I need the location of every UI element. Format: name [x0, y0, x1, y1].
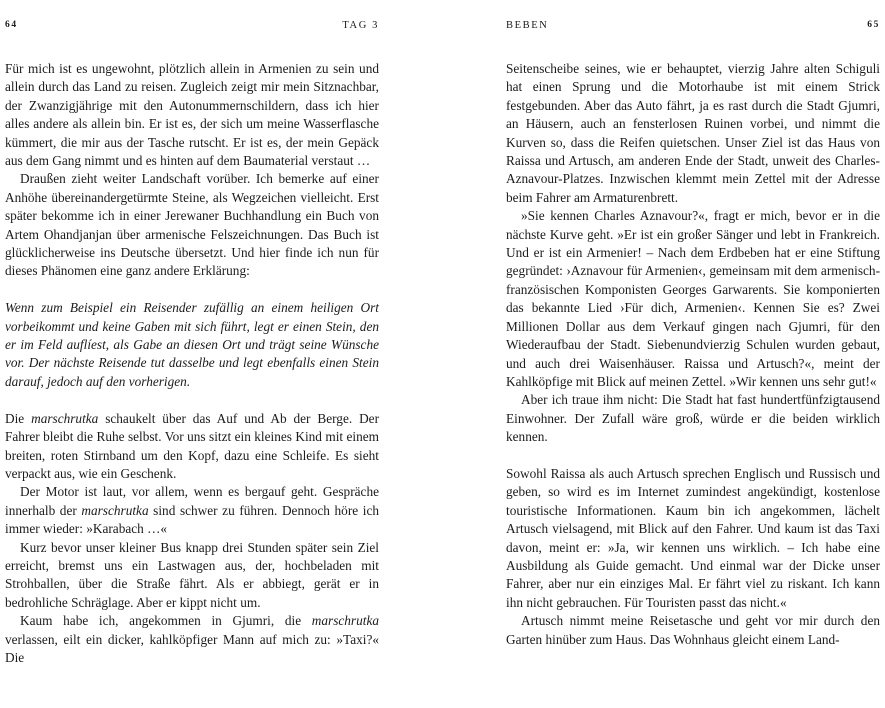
right-page-header [506, 20, 880, 36]
right-page [506, 0, 880, 708]
right-page-body [506, 60, 880, 649]
left-page-header [5, 20, 379, 36]
paragraph: Draußen zieht weiter Landschaft vorüber. Ich bemerke auf einer Anhöhe übereinandergetürmte Steine, als Wegzeichen vielleicht. Erst später bekomme ich in einer Jerewaner Buchhandlung ein Buch von Artem Ohandjanjan über armenische Felszeichnungen. Das Buch ist glücklicherweise ins Deutsche übersetzt. Und hier finde ich nun für dieses Phänomen eine ganz andere Erklärung: [5, 171, 379, 279]
quotation-paragraph: Wenn zum Beispiel ein Reisender zufällig an einem heiligen Ort vorbeikommt und keine Gaben mit sich führt, legt er einen Stein, den er im Feld auflíest, als Gabe an diesen Ort und trägt seine Wünsche vor. Der nächste Reisende tut dasselbe und legt ebenfalls einen Stein darauf, jedoch auf den vorherigen. [5, 300, 379, 389]
paragraph: Artusch nimmt meine Reisetasche und geht vor mir durch den Garten hinüber zum Haus. Das Wohnhaus gleicht einem Land- [506, 613, 880, 647]
running-head: BEBEN [506, 20, 549, 31]
left-page-body [5, 60, 379, 667]
left-page [5, 0, 379, 708]
paragraph: Die marschrutka schaukelt über das Auf und Ab der Berge. Der Fahrer bleibt die Ruhe selbst. Vor uns sitzt ein kleines Kind mit einem breiten, roten Stirnband um den Kopf, dazu eine Schleife. Es sieht verpackt aus, wie ein Geschenk. [5, 410, 379, 481]
paragraph: Seitenscheibe seines, wie er behauptet, vierzig Jahre alten Schiguli hat einen Sprung und die Motorhaube ist mit einem Strick festgebunden. Aber das Auto fährt, ja es rast durch die Stadt Gjumri, an Häusern, auch an fensterlosen Ruinen vorbei, und nimmt die Kurven so, dass die Reifen quietschen. Unser Ziel ist das Haus von Raissa und Artusch, am anderen Ende der Stadt, unweit des Charles-Aznavour-Platzes. Inzwischen klemmt mein Zettel mit der Adresse beim Fahrer am Armaturenbrett. [506, 61, 880, 205]
term-marschrutka: marschrutka [311, 613, 379, 629]
paragraph: Kurz bevor unser kleiner Bus knapp drei Stunden später sein Ziel erreicht, bremst uns ein Lastwagen aus, der, hochbeladen mit Strohballen, über die Straße fährt. Als er abbiegt, gerät er in bedrohliche Schräglage. Aber er kippt nicht um. [5, 539, 379, 610]
page-number: 65 [867, 20, 880, 30]
paragraph: »Sie kennen Charles Aznavour?«, fragt er mich, bevor er in die nächste Kurve geht. »Er ist ein großer Sänger und lebt in Frankreich. Und er ist ein Armenier! – Nach dem Erdbeben hat er eine Stiftung gegründet: ›Aznavour für Armenien‹, gemeinsam mit dem armenisch-französischen Komponisten Georges Garwarents. Sie komponierten das bekannte Lied ›Für dich, Armenien‹. Kennen Sie es? Zwei Millionen Dollar aus dem Verkauf gingen nach Gjumri, für den Wiederaufbau der Stadt. Siebenundvierzig Schulen wurden gebaut, und auch drei Waisenhäuser. Raissa und Artusch?«, meint der Kahlköpfige mit Blick auf meinen Zettel. »Wir kennen uns sehr gut!« [506, 208, 880, 389]
paragraph: Der Motor ist laut, vor allem, wenn es bergauf geht. Gespräche innerhalb der marschrutka sind schwer zu führen. Dennoch höre ich immer wieder: »Karabach …« [5, 484, 379, 537]
paragraph: Für mich ist es ungewohnt, plötzlich allein in Armenien zu sein und allein durch das Land zu reisen. Zugleich zeigt mir mein Sitznachbar, der Zwanzigjährige mit den Autonummernschildern, dass ich hier alles andere als allein bin. Er ist es, der sich um meine Wasserflasche kümmert, die mir aus der Tasche rutscht. Er ist es, der mein Gepäck aus dem Gang nimmt und es hinten auf dem Baumaterial verstaut … [5, 61, 379, 169]
running-head: TAG 3 [342, 20, 379, 31]
paragraph: Sowohl Raissa als auch Artusch sprechen Englisch und Russisch und geben, so wird es im Internet zumindest angekündigt, kostenlose touristische Informationen. Kaum bin ich angekommen, lächelt Artusch vielsagend, mit Blick auf den Fahrer. Und kaum ist das Taxi davon, meint er: »Ja, wir kennen uns wirklich. – Ich habe eine Ausbildung als Guide gemacht. Und einmal war der Dicke unser Fahrer, aber nur ein einziges Mal. Er fährt viel zu riskant. Ich kann ihn nicht gebrauchen. Für Touristen passt das nicht.« [506, 465, 880, 610]
term-marschrutka: marschrutka [81, 502, 149, 518]
term-marschrutka: marschrutka [31, 410, 99, 426]
paragraph: Kaum habe ich, angekommen in Gjumri, die marschrutka verlassen, eilt ein dicker, kahlköpfiger Mann auf mich zu: »Taxi?« Die [5, 613, 379, 665]
paragraph: Aber ich traue ihm nicht: Die Stadt hat fast hundertfünfzigtausend Einwohner. Der Zufall wäre groß, würde er die beiden wirklich kennen. [506, 392, 880, 445]
page-number: 64 [5, 20, 18, 30]
